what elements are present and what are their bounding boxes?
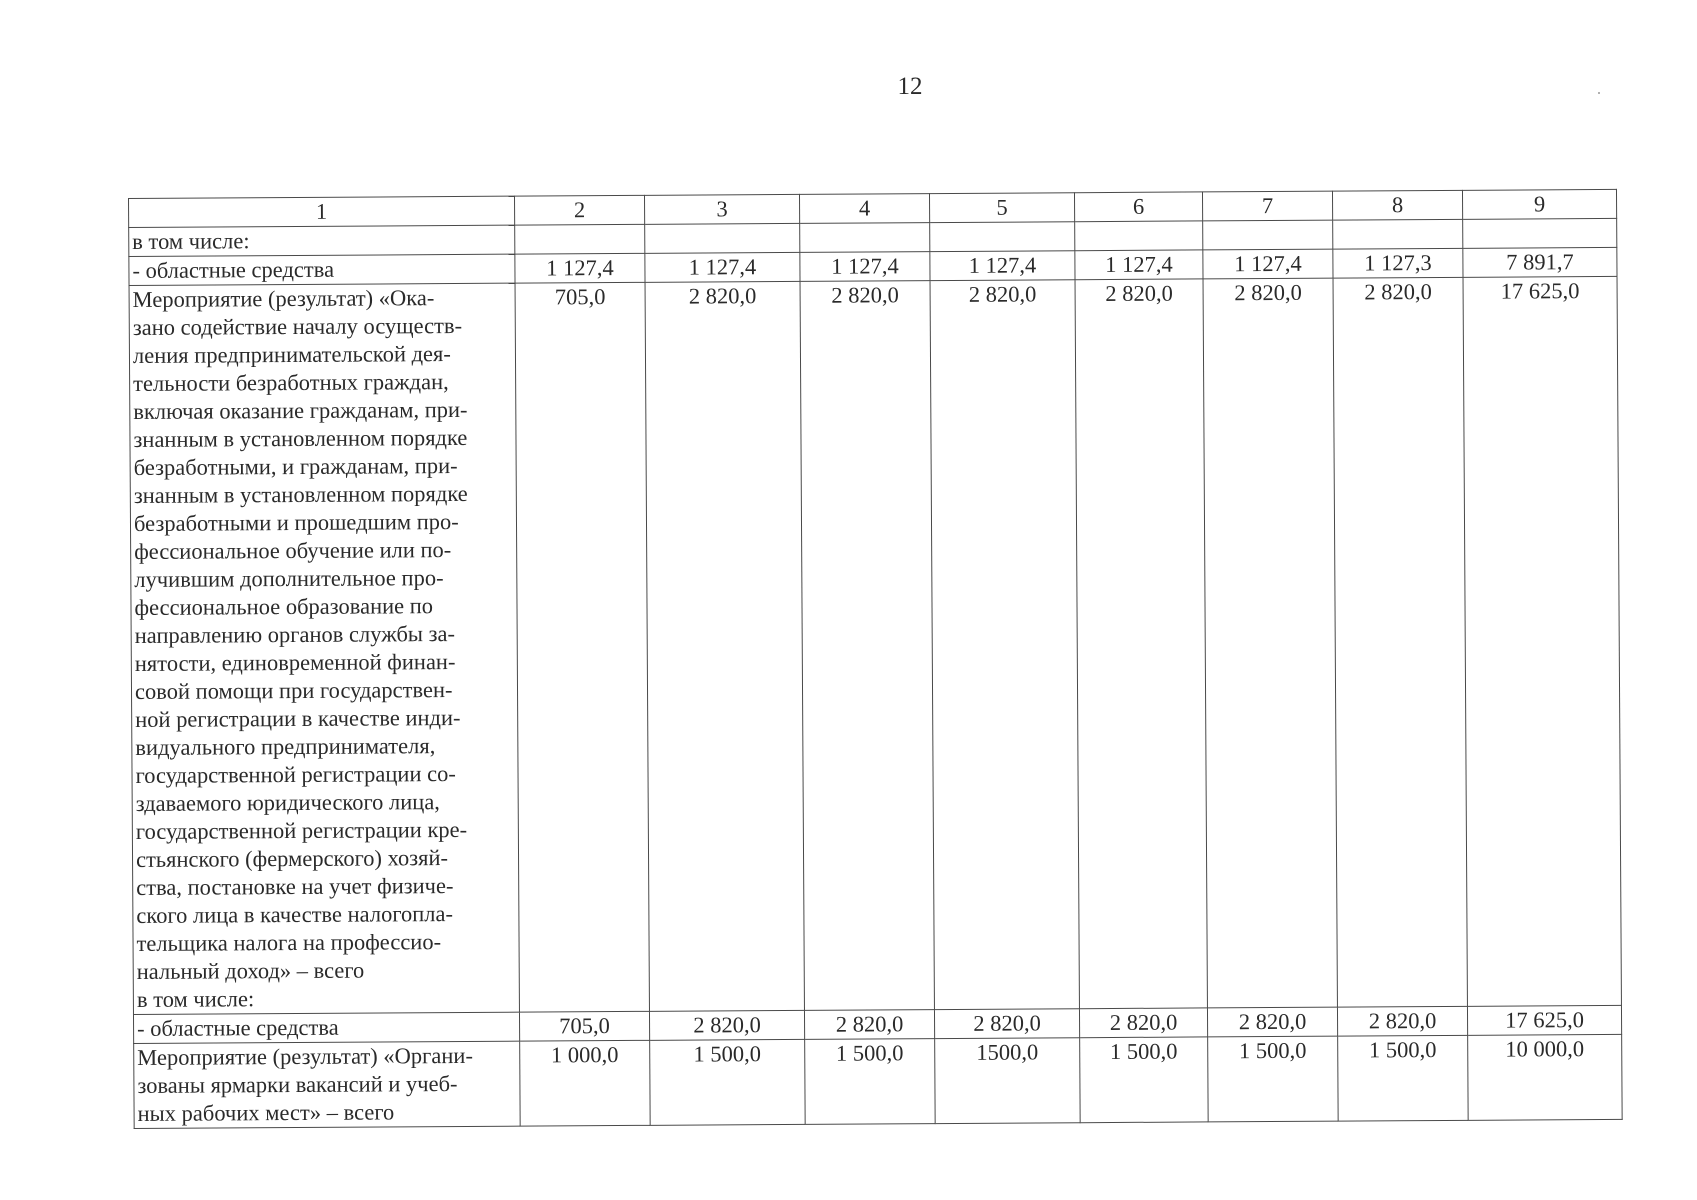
description-line: совой помощи при государствен- xyxy=(134,677,453,704)
value-cell: 1 500,0 xyxy=(1208,1036,1339,1122)
column-header: 9 xyxy=(1462,189,1616,219)
description-line: фессиональное обучение или по- xyxy=(134,537,452,564)
value-cell xyxy=(1203,220,1333,250)
value-cell: 2 820,0 xyxy=(1079,1008,1207,1038)
description-line: Мероприятие (результат) «Органи- xyxy=(137,1042,474,1070)
column-header: 8 xyxy=(1332,190,1462,220)
table-row xyxy=(129,276,1621,1014)
page-number: 12 xyxy=(897,73,923,100)
value-cell: 17 625,0 xyxy=(1467,1005,1621,1035)
description-line: государственной регистрации со- xyxy=(135,761,456,788)
description-line: включая оказание гражданам, при- xyxy=(133,396,468,424)
value-cell xyxy=(645,223,800,253)
description-line: нятости, единовременной финан- xyxy=(134,649,456,676)
description-line: Мероприятие (результат) «Ока- xyxy=(132,285,435,312)
value-cell: 2 820,0 xyxy=(1337,1006,1467,1036)
value-cell: 1 127,4 xyxy=(1203,249,1333,279)
value-cell: 1 127,4 xyxy=(930,251,1075,281)
description-line: ления предпринимательской дея- xyxy=(132,341,451,368)
value-cell xyxy=(930,222,1075,252)
description-line: тельщика налога на профессио- xyxy=(136,929,442,956)
column-header: 7 xyxy=(1202,191,1332,221)
row-description xyxy=(134,1041,521,1128)
value-cell: 7 891,7 xyxy=(1463,247,1617,277)
value-cell: 1 127,4 xyxy=(800,252,930,282)
value-cell: 1 000,0 xyxy=(520,1040,651,1126)
value-cell: 2 820,0 xyxy=(1075,279,1207,1009)
row-description xyxy=(129,283,519,1014)
description-line: здаваемого юридического лица, xyxy=(135,789,440,816)
value-cell xyxy=(800,223,930,253)
value-cell: 1 127,4 xyxy=(1075,250,1203,280)
description-line: в том числе: xyxy=(136,986,255,1012)
column-header: 1 xyxy=(129,196,515,227)
value-cell: 2 820,0 xyxy=(649,1010,804,1040)
column-header: 4 xyxy=(799,194,929,224)
column-header: 5 xyxy=(929,193,1074,223)
value-cell: 2 820,0 xyxy=(1207,1007,1337,1037)
description-line: безработными, и гражданам, при- xyxy=(133,452,458,480)
value-cell: 1500,0 xyxy=(935,1038,1081,1124)
description-line: знанным в установленном порядке xyxy=(133,424,468,452)
description-line: тельности безработных граждан, xyxy=(133,369,449,396)
scan-speck xyxy=(1598,92,1600,94)
description-line: зано содействие началу осуществ- xyxy=(132,312,463,340)
description-line: - областные средства xyxy=(132,256,335,283)
value-cell: 2 820,0 xyxy=(645,281,804,1011)
description-line: - областные средства xyxy=(136,1014,339,1041)
value-cell xyxy=(515,224,645,254)
value-cell xyxy=(1333,219,1463,249)
value-cell: 1 500,0 xyxy=(1338,1035,1469,1121)
description-line: знанным в установленном порядке xyxy=(133,480,468,508)
description-line: лучившим дополнительное про- xyxy=(134,565,444,592)
description-line: нальный доход» – всего xyxy=(136,957,365,984)
description-line: ского лица в качестве налогопла- xyxy=(136,901,454,928)
description-line: ной регистрации в качестве инди- xyxy=(135,704,461,732)
description-line: государственной регистрации кре- xyxy=(135,816,468,844)
value-cell: 705,0 xyxy=(515,282,649,1012)
description-line: в том числе: xyxy=(132,228,250,254)
value-cell: 2 820,0 xyxy=(804,1010,934,1040)
budget-table xyxy=(128,189,1623,1129)
value-cell: 2 820,0 xyxy=(934,1009,1079,1039)
description-line: видуального предпринимателя, xyxy=(135,733,436,760)
description-line: ных рабочих мест» – всего xyxy=(137,1099,395,1126)
value-cell: 2 820,0 xyxy=(800,281,934,1011)
value-cell: 1 127,4 xyxy=(515,253,645,283)
table-row xyxy=(134,1034,1622,1128)
description-line: направлению органов службы за- xyxy=(134,621,456,648)
value-cell xyxy=(1075,221,1203,251)
value-cell: 1 500,0 xyxy=(1080,1037,1209,1123)
value-cell: 2 820,0 xyxy=(1203,278,1337,1008)
value-cell: 1 127,3 xyxy=(1333,248,1463,278)
value-cell: 2 820,0 xyxy=(1333,277,1467,1007)
description-line: безработными и прошедшим про- xyxy=(133,508,459,536)
row-description xyxy=(133,1012,519,1043)
description-line: стьянского (фермерского) хозяй- xyxy=(135,845,449,872)
description-line: ства, постановке на учет физиче- xyxy=(136,873,454,900)
value-cell: 1 500,0 xyxy=(805,1039,936,1125)
description-line: фессиональное образование по xyxy=(134,593,434,620)
value-cell: 10 000,0 xyxy=(1468,1034,1623,1120)
column-header: 2 xyxy=(514,195,644,225)
row-description xyxy=(129,225,515,256)
column-header: 6 xyxy=(1074,192,1202,222)
column-header: 3 xyxy=(644,194,799,224)
row-description xyxy=(129,254,515,285)
value-cell: 17 625,0 xyxy=(1463,276,1621,1006)
value-cell: 1 127,4 xyxy=(645,252,800,282)
value-cell: 705,0 xyxy=(519,1011,649,1041)
value-cell: 2 820,0 xyxy=(930,280,1079,1010)
value-cell xyxy=(1463,218,1617,248)
value-cell: 1 500,0 xyxy=(650,1039,806,1125)
description-line: зованы ярмарки вакансий и учеб- xyxy=(137,1071,458,1098)
